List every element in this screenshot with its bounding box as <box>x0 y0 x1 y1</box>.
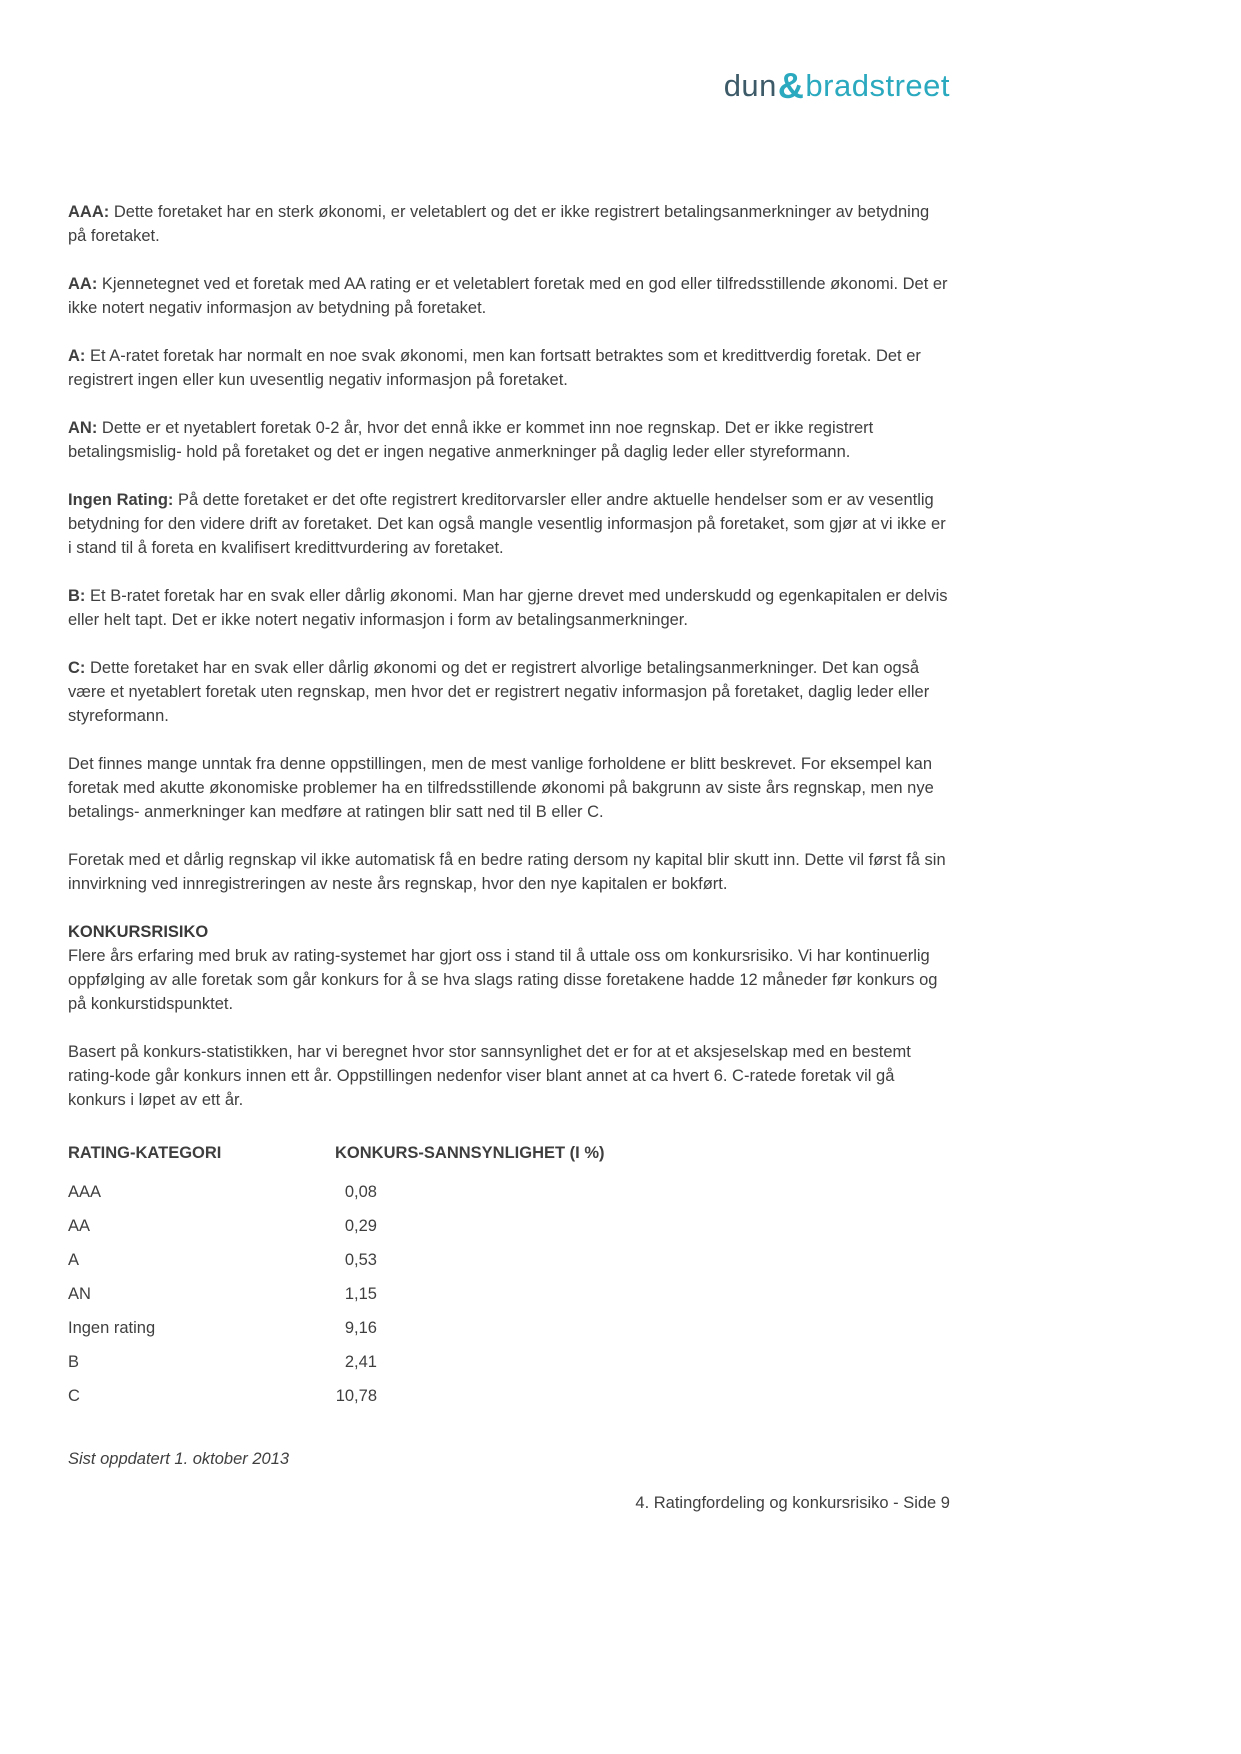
table-row <box>68 1175 952 1209</box>
table-row <box>68 1379 952 1413</box>
table-cell-value: 0,29 <box>344 1217 377 1235</box>
table-row <box>68 1243 952 1277</box>
table-cell-category: C <box>68 1387 80 1405</box>
note-new-capital: Foretak med et dårlig regnskap vil ikke automatisk få en bedre rating dersom ny kapital blir skutt inn. Dette vil først få sin innvirkning ved innregistreringen av neste års regnskap, hvor den nye kapitalen er bokført. <box>68 851 946 893</box>
definition-aa-label: AA: <box>68 275 98 293</box>
note-exceptions: Det finnes mange unntak fra denne oppstillingen, men de mest vanlige forholdene er blitt beskrevet. For eksempel kan foretak med akutte økonomiske problemer ha en tilfredsstillende økonomi på bakgrunn av siste års regnskap, men nye betalings- anmerkninger kan medføre at ratingen blir satt ned til B eller C. <box>68 755 934 821</box>
table-cell-category: B <box>68 1353 80 1371</box>
table-cell-category: AA <box>68 1217 91 1235</box>
definition-aaa-label: AAA: <box>68 203 110 221</box>
definition-an-label: AN: <box>68 419 98 437</box>
table-row <box>68 1209 952 1243</box>
table-cell-value: 9,16 <box>344 1319 377 1337</box>
definition-a-label: A: <box>68 347 86 365</box>
table-header-row <box>68 1136 952 1175</box>
definition-a <box>68 344 952 392</box>
definition-an <box>68 416 952 464</box>
table-cell-category: AAA <box>68 1183 102 1201</box>
table-cell-value: 0,53 <box>344 1251 377 1269</box>
table-header-probability: KONKURS-SANNSYNLIGHET (I %) <box>335 1144 605 1162</box>
definition-aa <box>68 272 952 320</box>
definition-b-label: B: <box>68 587 86 605</box>
table-cell-category: AN <box>68 1285 91 1303</box>
dun-bradstreet-logo <box>723 65 950 106</box>
definition-a-text: Et A-ratet foretak har normalt en noe svak økonomi, men kan fortsatt betraktes som et kredittverdig foretak. Det er registrert ingen eller kun uvesentlig negativ informasjon på foretaket. <box>68 347 921 389</box>
table-cell-category: Ingen rating <box>68 1319 156 1337</box>
logo-ampersand-icon: & <box>777 65 805 106</box>
logo-dun-text: dun <box>723 68 777 103</box>
table-header-category: RATING-KATEGORI <box>68 1144 222 1162</box>
konkursrisiko-paragraph-1: Flere års erfaring med bruk av rating-systemet har gjort oss i stand til å uttale oss om konkursrisiko. Vi har kontinuerlig oppfølging av alle foretak som går konkurs for å se hva slags rating disse foretakene hadde 12 måneder før konkurs og på konkurstidspunktet. <box>68 947 938 1013</box>
table-cell-value: 10,78 <box>335 1387 377 1405</box>
table-cell-category: A <box>68 1251 80 1269</box>
konkursrisiko-paragraph-2: Basert på konkurs-statistikken, har vi beregnet hvor stor sannsynlighet det er for at et aksjeselskap med en bestemt rating-kode går konkurs innen ett år. Oppstillingen nedenfor viser blant annet at ca hvert 6. C-ratede foretak vil gå konkurs i løpet av ett år. <box>68 1043 911 1109</box>
definition-aa-text: Kjennetegnet ved et foretak med AA rating er et veletablert foretak med en god eller tilfredsstillende økonomi. Det er ikke notert negativ informasjon av betydning på foretaket. <box>68 275 948 317</box>
document-body <box>68 200 952 1471</box>
definition-aaa-text: Dette foretaket har en sterk økonomi, er veletablert og det er ikke registrert betalingsanmerkninger av betydning på foretaket. <box>68 203 930 245</box>
konkursrisiko-section <box>68 920 952 1112</box>
definition-an-text: Dette er et nyetablert foretak 0-2 år, hvor det ennå ikke er kommet inn noe regnskap. Det er ikke registrert betalingsmislig- hold på foretaket og det er ingen negative anmerkninger på daglig leder eller styreformann. <box>68 419 874 461</box>
logo-bradstreet-text: bradstreet <box>805 68 950 103</box>
definition-b <box>68 584 952 632</box>
table-cell-value: 0,08 <box>344 1183 377 1201</box>
table-row <box>68 1277 952 1311</box>
table-cell-value: 2,41 <box>344 1353 377 1371</box>
table-cell-value: 1,15 <box>344 1285 377 1303</box>
rating-probability-table <box>68 1136 952 1413</box>
definition-c-label: C: <box>68 659 86 677</box>
definition-c-text: Dette foretaket har en svak eller dårlig økonomi og det er registrert alvorlige betalingsanmerkninger. Det kan også være et nyetablert foretak uten regnskap, men hvor det er registrert negativ informasjon på foretaket, daglig leder eller styreformann. <box>68 659 930 725</box>
table-row <box>68 1311 952 1345</box>
definition-aaa <box>68 200 952 248</box>
definition-ingen-rating-text: På dette foretaket er det ofte registrert kreditorvarsler eller andre aktuelle hendelser som er av vesentlig betydning for den videre drift av foretaket. Det kan også mangle vesentlig informasjon på foretaket, som gjør at vi ikke er i stand til å foreta en kvalifisert kredittvurdering av foretaket. <box>68 491 946 557</box>
konkursrisiko-heading: KONKURSRISIKO <box>68 923 209 941</box>
definition-ingen-rating <box>68 488 952 560</box>
definition-b-text: Et B-ratet foretak har en svak eller dårlig økonomi. Man har gjerne drevet med underskudd og egenkapitalen er delvis eller helt tapt. Det er ikke notert negativ informasjon i form av betalingsanmerkninger. <box>68 587 948 629</box>
last-updated-note: Sist oppdatert 1. oktober 2013 <box>68 1450 290 1468</box>
page-footer: 4. Ratingfordeling og konkursrisiko - Side 9 <box>635 1494 950 1512</box>
table-row <box>68 1345 952 1379</box>
definition-ingen-rating-label: Ingen Rating: <box>68 491 174 509</box>
definition-c <box>68 656 952 728</box>
